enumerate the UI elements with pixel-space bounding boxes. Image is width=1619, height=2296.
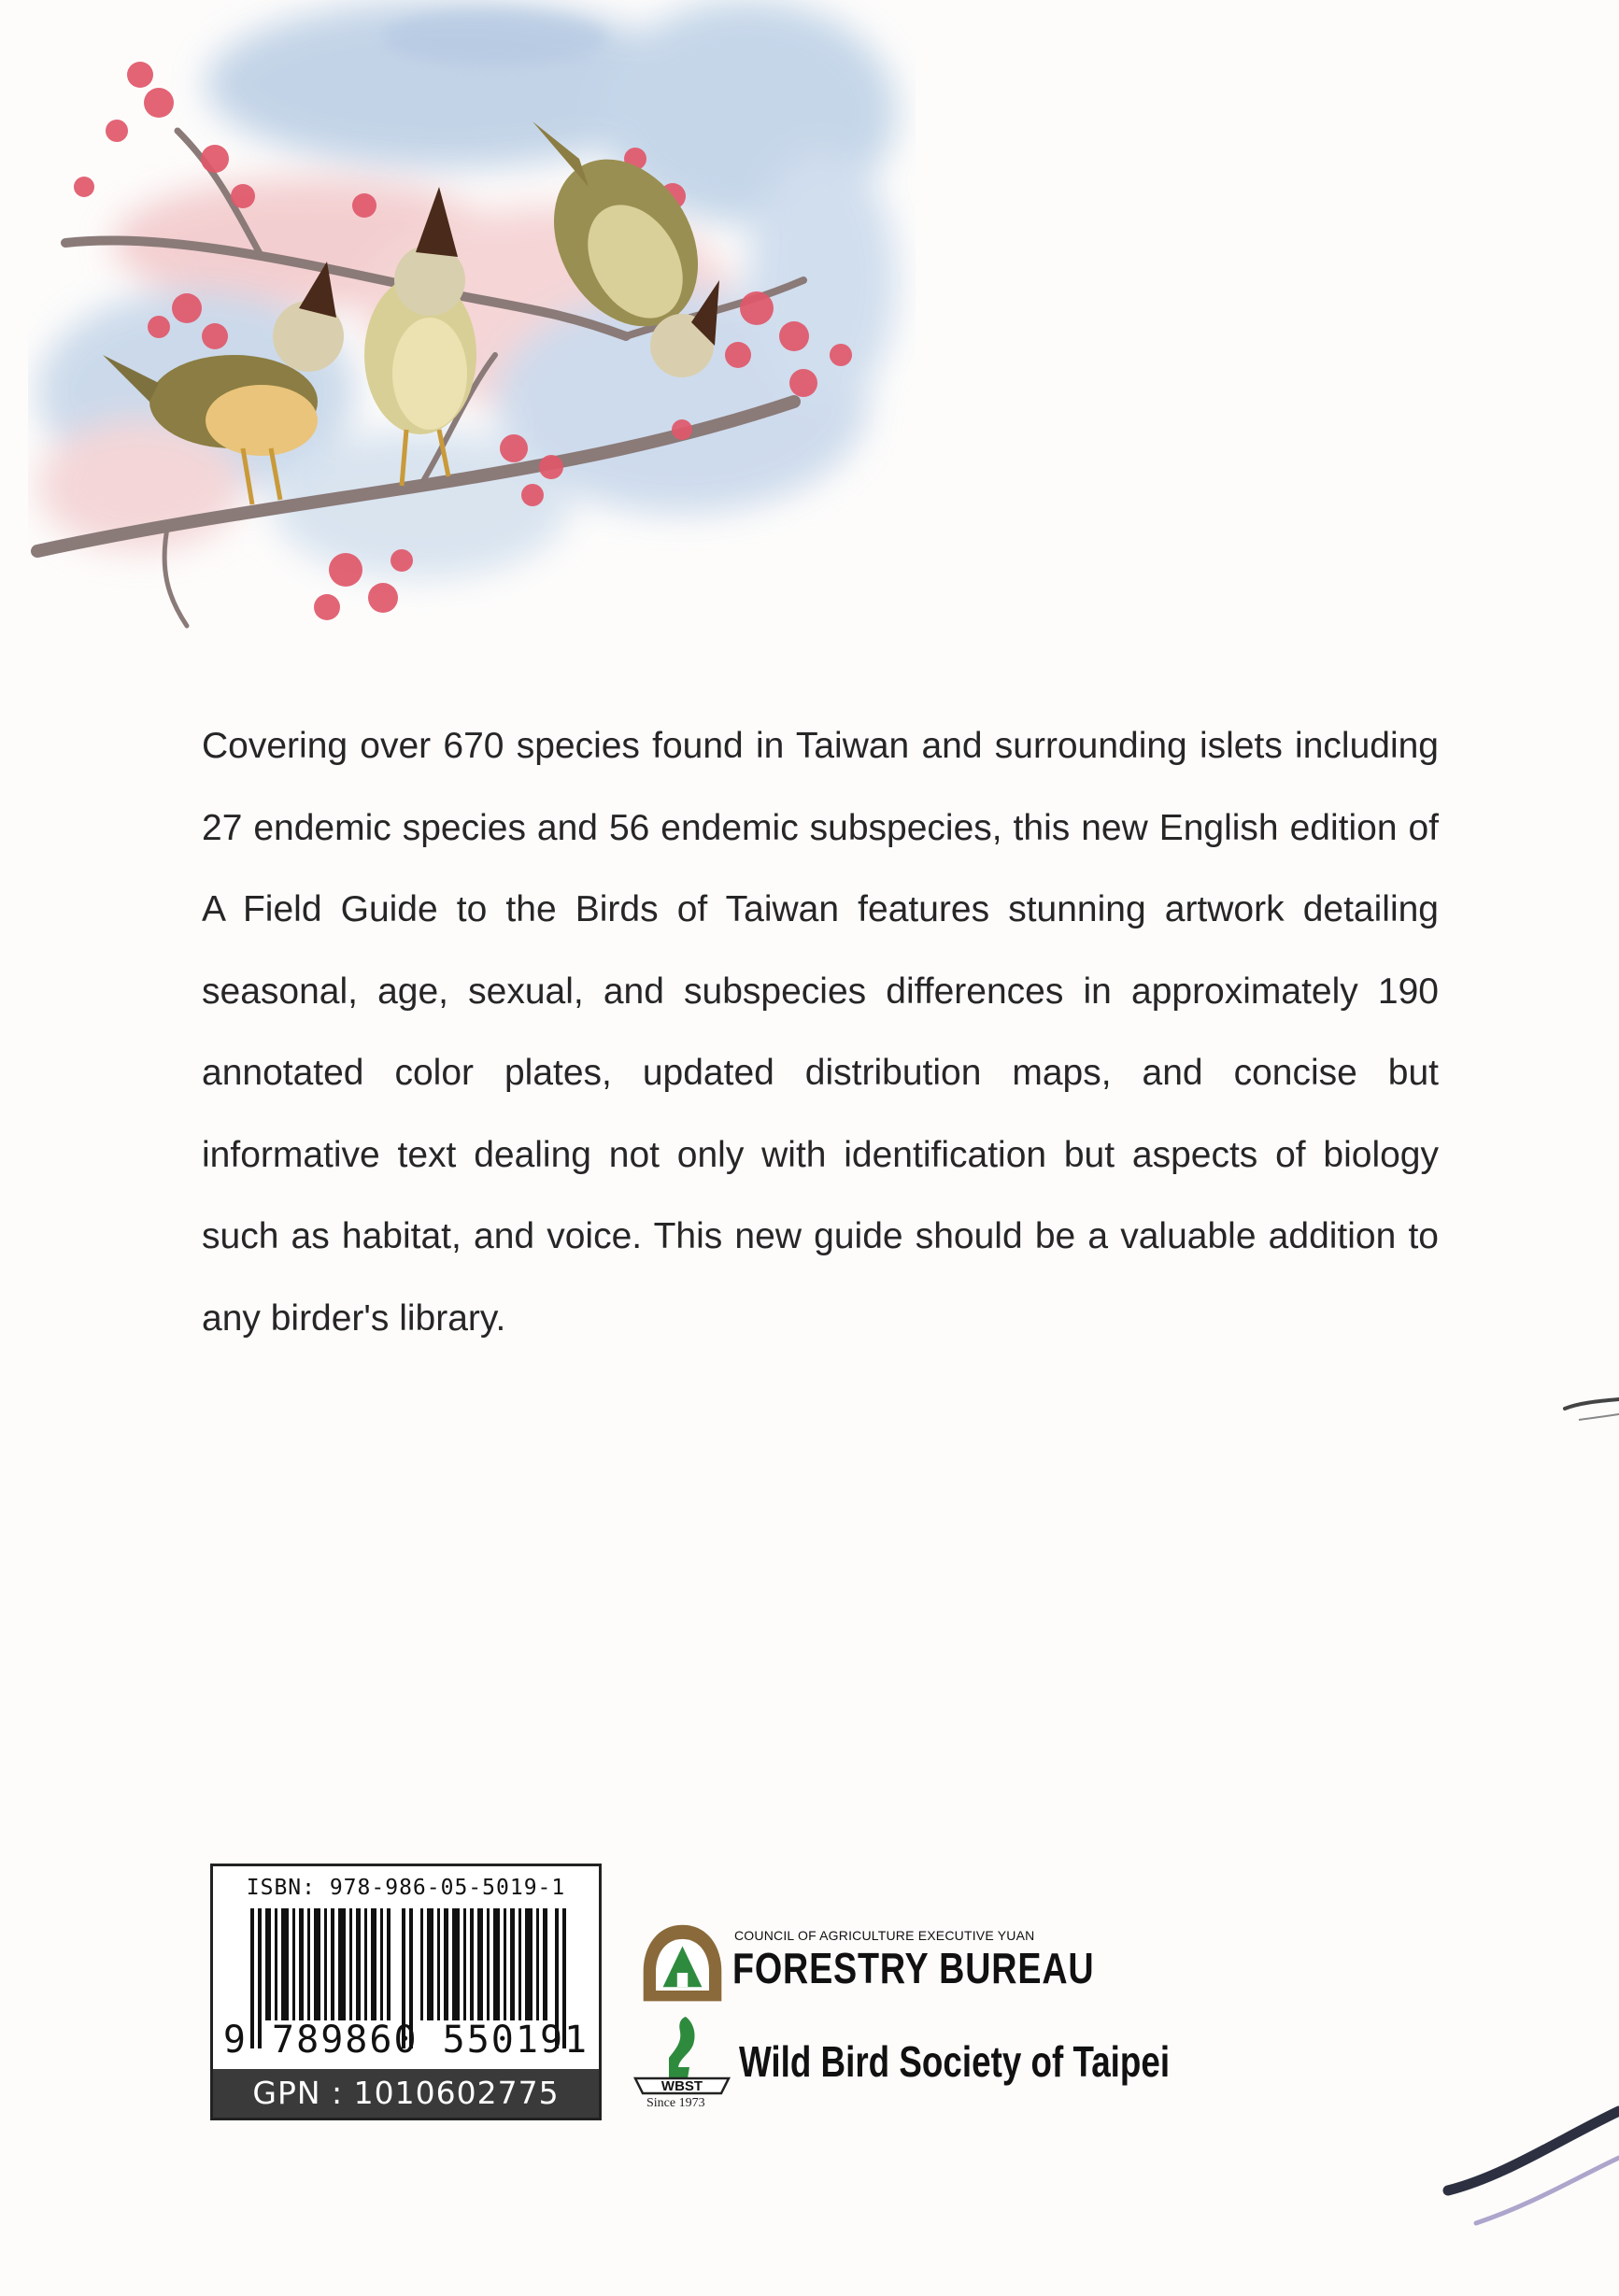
isbn-barcode: [210, 1864, 602, 2120]
yuhina-birds-illustration: [28, 0, 916, 654]
wbst-badge-text: WBST: [660, 2078, 703, 2094]
wbst-since: Since 1973: [646, 2096, 705, 2110]
brush-mark-top: [1560, 1392, 1619, 1429]
wbst-name: Wild Bird Society of Taipei: [739, 2037, 1171, 2086]
back-cover-blurb: Covering over 670 species found in Taiwan and surrounding islets including 27 endemic species and 56 endemic subspecies, this new English edition of A Field Guide to the Birds of Taiwan features stunning artwork detailing seasonal, age, sexual, and subspecies differences in approximately 190 annotated color plates, updated distribution maps, and concise but informative text dealing not only with identification but aspects of biology such as habitat, and voice. This new guide should be a valuable addition to any birder's library.: [202, 726, 1439, 1339]
council-label: COUNCIL OF AGRICULTURE EXECUTIVE YUAN: [734, 1928, 1035, 1943]
gpn-label: GPN : 1010602775: [213, 2069, 599, 2118]
ean-digits: 9 789860 550191: [222, 2019, 589, 2062]
forestry-bureau-name: FORESTRY BUREAU: [732, 1944, 1095, 1992]
isbn-label: ISBN: 978-986-05-5019-1: [246, 1876, 566, 1900]
forestry-bureau-logo: [638, 1920, 727, 2008]
brush-mark-bottom: [1439, 2102, 1619, 2242]
